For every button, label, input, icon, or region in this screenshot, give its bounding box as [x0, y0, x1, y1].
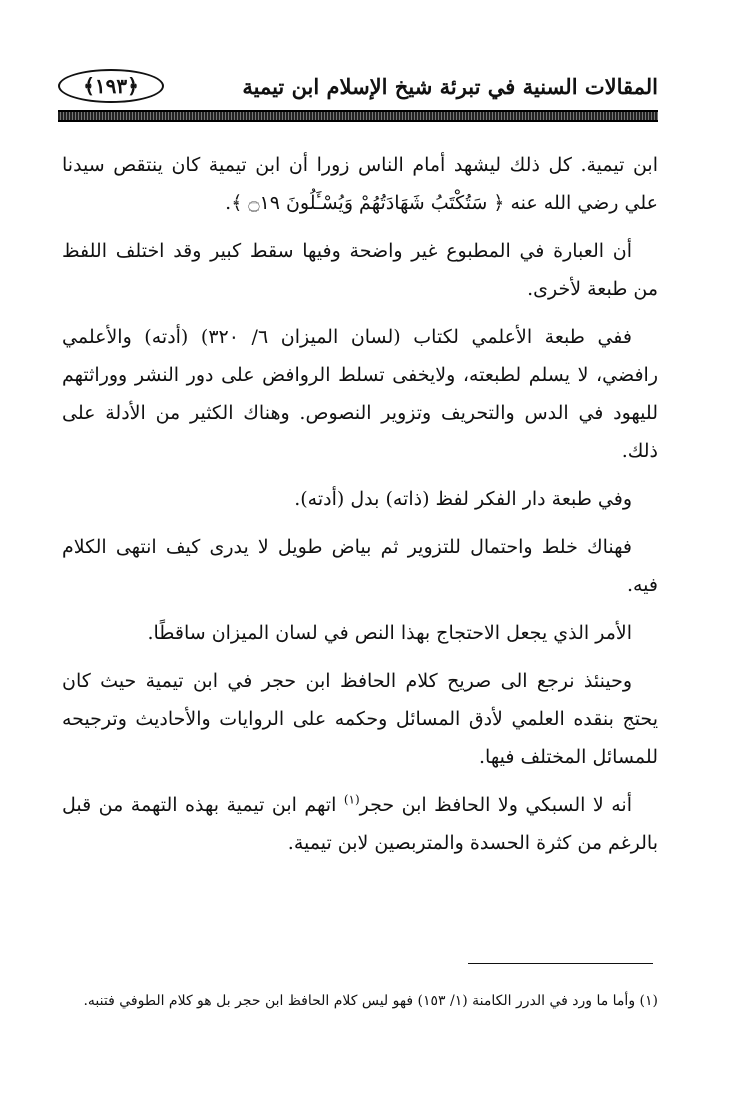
running-title: المقالات السنية في تبرئة شيخ الإسلام ابن تيمية: [242, 74, 658, 99]
paragraph-text: أنه لا السبكي ولا الحافظ ابن حجر: [359, 794, 632, 816]
footnote-rule: [468, 963, 653, 964]
paragraph: ففي طبعة الأعلمي لكتاب (لسان الميزان ٦/ ٣٢٠) (أدته) والأعلمي رافضي، لا يسلم لطبعته، ولايخفى تسلط الروافض على دور النشر ووراثتهم لليهود في الدس والتحريف وتزوير النصوص. وهناك الكثير من الأدلة على ذلك.: [62, 326, 658, 462]
paragraph: وحينئذ نرجع الى صريح كلام الحافظ ابن حجر في ابن تيمية حيث كان يحتج بنقده العلمي لأدق المسائل وحكمه على الروايات والأحاديث وترجيحه للمسائل المختلف فيها.: [62, 670, 658, 768]
paragraph-text: اتهم ابن تيمية بهذه التهمة من قبل بالرغم من كثرة الحسدة والمتربصين لابن تيمية.: [62, 794, 658, 854]
paragraph: [62, 786, 658, 862]
footnote-marker: (١): [343, 792, 360, 807]
paragraph: وفي طبعة دار الفكر لفظ (ذاته) بدل (أدته).: [294, 488, 632, 510]
paragraph: أن العبارة في المطبوع غير واضحة وفيها سقط كبير وقد اختلف اللفظ من طبعة لأخرى.: [62, 240, 658, 300]
paragraph: فهناك خلط واحتمال للتزوير ثم بياض طويل لا يدرى كيف انتهى الكلام فيه.: [62, 536, 658, 596]
page-number: ﴿١٩٣﴾: [58, 69, 164, 103]
paragraph: ابن تيمية. كل ذلك ليشهد أمام الناس زورا أن ابن تيمية كان ينتقص سيدنا علي رضي الله عنه ﴿ سَتُكْتَبُ شَهَادَتُهُمْ وَيُسْـَٔلُونَ ۝١٩ ﴾.: [62, 154, 658, 214]
page-header: [58, 66, 658, 110]
paragraph: الأمر الذي يجعل الاحتجاج بهذا النص في لسان الميزان ساقطًا.: [147, 622, 632, 644]
footnote: (١) وأما ما ورد في الدرر الكامنة (١/ ١٥٣) فهو ليس كلام الحافظ ابن حجر بل هو كلام الطوفي فتنبه.: [83, 993, 658, 1009]
header-rule: [58, 110, 658, 122]
body-text: [62, 146, 658, 872]
